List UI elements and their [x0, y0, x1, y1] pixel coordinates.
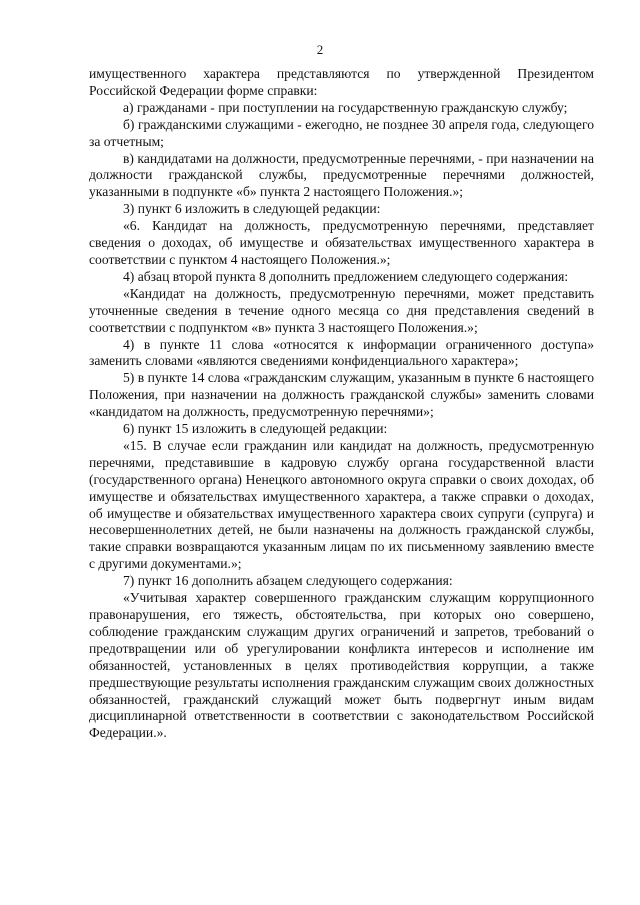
paragraph-item-b: б) гражданскими служащими - ежегодно, не позднее 30 апреля года, следующего за отчетным;	[89, 116, 594, 149]
paragraph-item-a: а) гражданами - при поступлении на государственную гражданскую службу;	[123, 99, 568, 115]
paragraph-amendment-4a: 4) абзац второй пункта 8 дополнить предложением следующего содержания:	[123, 268, 569, 284]
paragraph-continuation: имущественного характера представляются по утвержденной Президентом Российской Федерации форме справки:	[89, 66, 594, 98]
paragraph-item-v: в) кандидатами на должности, предусмотренные перечнями, - при назначении на должности гражданской службы, предусмотренные перечнями должностей, указанными в подпункте «б» пункта 2 настоящего Положения.»;	[89, 150, 594, 200]
paragraph-quote-15: «15. В случае если гражданин или кандидат на должность, предусмотренную перечнями, представившие в кадровую службу органа государственной власти (государственного органа) Ненецкого автономного округа справки о своих доходах, об имуществе и обязательствах имущественного характера, а также справки о доходах, об имуществе и обязательствах имущественного характера своих супруги (супруга) и несовершеннолетних детей, не были назначены на должность гражданской службы, такие справки возвращаются указанным лицам по их письменному заявлению вместе с другими документами.»;	[89, 437, 594, 572]
paragraph-amendment-7: 7) пункт 16 дополнить абзацем следующего содержания:	[123, 573, 453, 589]
document-body	[89, 66, 594, 742]
paragraph-amendment-4b: 4) в пункте 11 слова «относятся к информации ограниченного доступа» заменить словами «являются сведениями конфиденциального характера»;	[89, 336, 594, 369]
paragraph-quote-candidate: «Кандидат на должность, предусмотренную перечнями, может представить уточненные сведения в течение одного месяца со дня представления сведений в соответствии с подпунктом «в» пункта 3 настоящего Положения.»;	[89, 285, 594, 335]
paragraph-quote-16: «Учитывая характер совершенного гражданским служащим коррупционного правонарушения, его тяжесть, обстоятельства, при которых оно совершено, соблюдение гражданским служащим других ограничений и запретов, требований о предотвращении или об урегулировании конфликта интересов и исполнение им обязанностей, установленных в целях противодействия коррупции, а также предшествующие результаты исполнения гражданским служащим своих должностных обязанностей, гражданский служащий может быть подвергнут иным видам дисциплинарной ответственности в соответствии с законодательством Российской Федерации.».	[89, 590, 594, 741]
paragraph-amendment-3: 3) пункт 6 изложить в следующей редакции:	[123, 201, 381, 217]
paragraph-quote-6: «6. Кандидат на должность, предусмотренную перечнями, представляет сведения о доходах, об имуществе и обязательствах имущественного характера в соответствии с пунктом 4 настоящего Положения.»;	[89, 218, 594, 267]
paragraph-amendment-5: 5) в пункте 14 слова «гражданским служащим, указанным в пункте 6 настоящего Положения, при назначении на должность гражданской службы» заменить словами «кандидатом на должность, предусмотренную перечнями»;	[89, 370, 594, 420]
page-number: 2	[316, 42, 324, 57]
paragraph-amendment-6: 6) пункт 15 изложить в следующей редакции:	[123, 421, 388, 437]
